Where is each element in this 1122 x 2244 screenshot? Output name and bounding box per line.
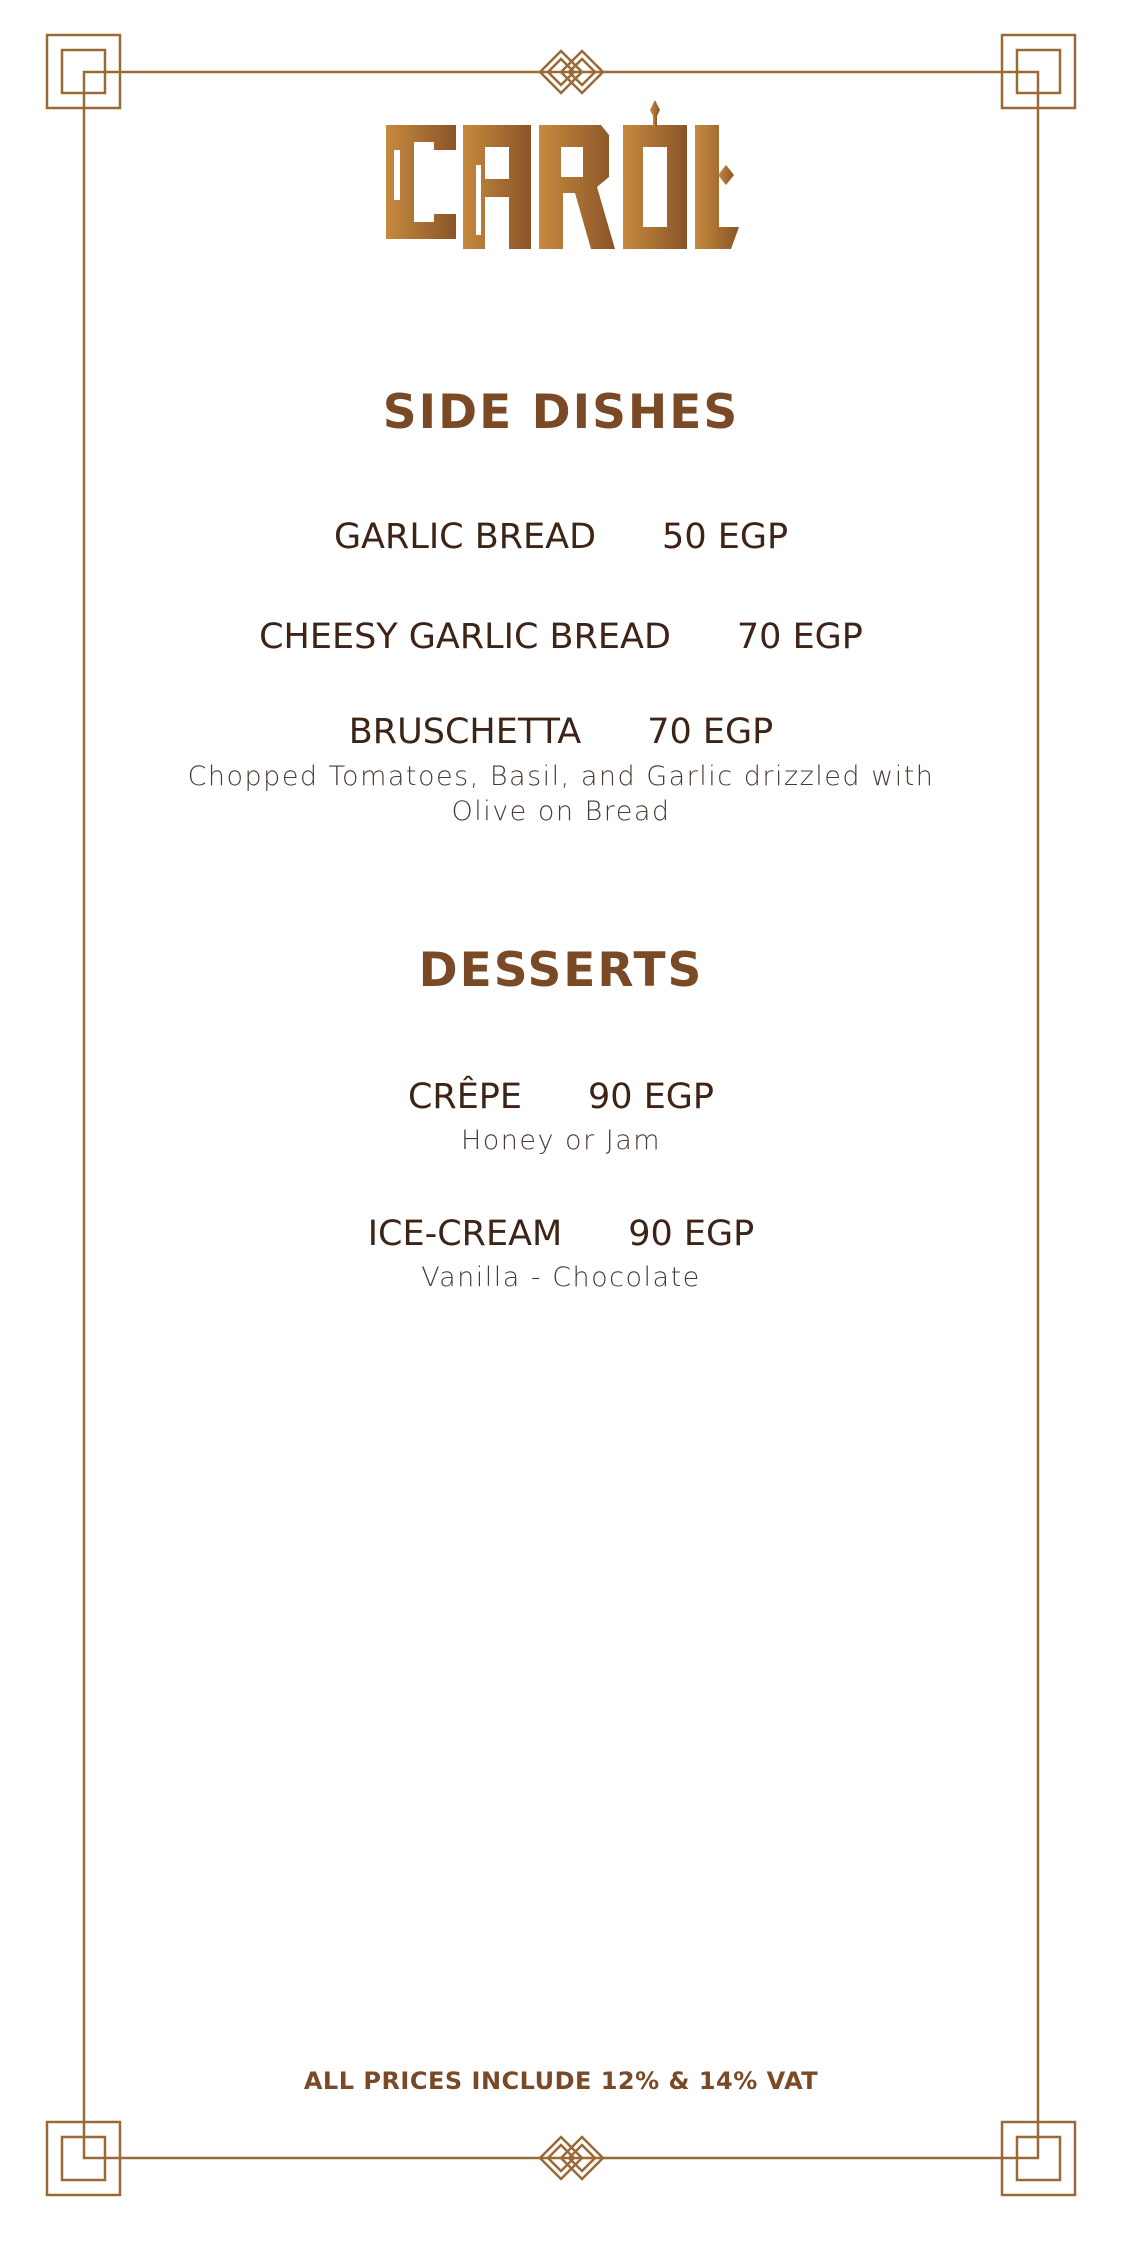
item-price: 90 EGP	[588, 1077, 715, 1117]
item-name: GARLIC BREAD	[333, 517, 597, 557]
item-description	[0, 759, 1122, 829]
item-name: CHEESY GARLIC BREAD	[259, 617, 671, 657]
section-title-side-dishes: SIDE DISHES	[382, 385, 740, 440]
item-name: CRÊPE	[407, 1077, 523, 1117]
item-description-line: Olive on Bread	[451, 796, 671, 827]
menu-item-bruschetta	[0, 712, 1122, 752]
item-description: Vanilla - Chocolate	[421, 1262, 701, 1293]
item-price: 90 EGP	[628, 1214, 755, 1254]
menu-item-cheesy-garlic-bread	[0, 617, 1122, 657]
menu-item-crepe	[0, 1077, 1122, 1117]
item-price: 50 EGP	[662, 517, 789, 557]
item-description: Honey or Jam	[460, 1125, 662, 1156]
brand-logo	[0, 95, 1122, 255]
section-title-desserts: DESSERTS	[418, 943, 704, 998]
item-name: BRUSCHETTA	[348, 712, 582, 752]
logo-mark	[381, 95, 741, 255]
menu-item-ice-cream	[0, 1214, 1122, 1254]
menu-item-garlic-bread	[0, 517, 1122, 557]
vat-note: ALL PRICES INCLUDE 12% & 14% VAT	[303, 2067, 819, 2095]
item-price: 70 EGP	[736, 617, 863, 657]
item-description-line: Chopped Tomatoes, Basil, and Garlic drizzled with	[187, 761, 935, 792]
item-name: ICE-CREAM	[367, 1214, 563, 1254]
item-price: 70 EGP	[647, 712, 774, 752]
